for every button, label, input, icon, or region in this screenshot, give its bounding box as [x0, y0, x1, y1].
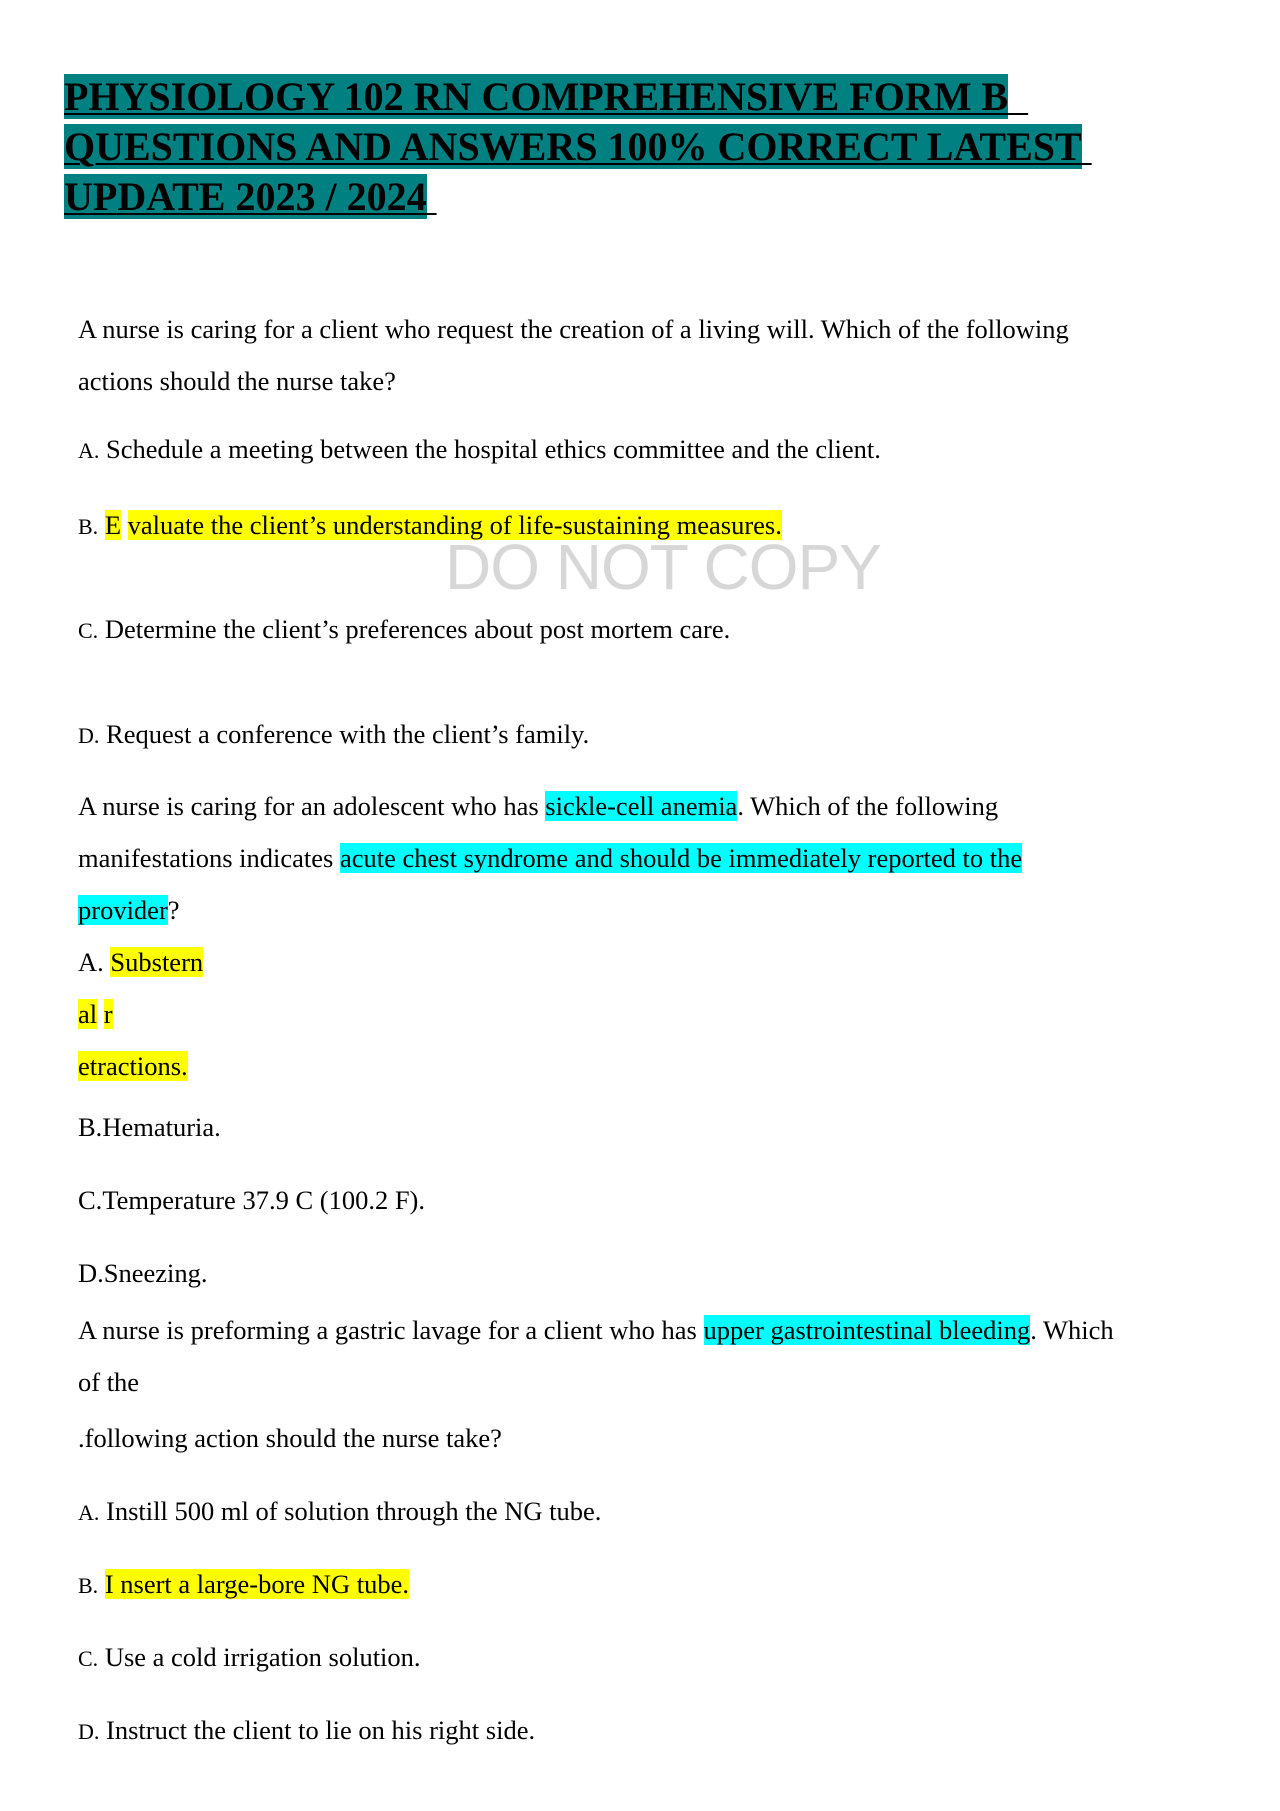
option-label: A.: [78, 947, 104, 977]
q3-stem-line-1: A nurse is preforming a gastric lavage for a client who has upper gastrointestinal bleeding. Which: [78, 1315, 1114, 1345]
option-text: Instill 500 ml of solution through the NG tube.: [106, 1496, 602, 1526]
option-text: Sneezing.: [103, 1258, 208, 1288]
option-text: Determine the client’s preferences about post mortem care.: [104, 614, 731, 644]
option-text: Instruct the client to lie on his right side.: [106, 1715, 536, 1745]
answer-highlight: Substern: [110, 947, 204, 977]
option-text: Hematuria.: [102, 1112, 221, 1142]
option-label: C.: [78, 1646, 99, 1671]
option-label: D.: [78, 723, 100, 748]
q2-option-a-correct: [78, 945, 203, 979]
q3-option-c: [78, 1640, 421, 1676]
answer-highlight: valuate the client’s understanding of life-sustaining measures.: [127, 510, 782, 540]
q2-stem-line-3: provider?: [78, 895, 180, 925]
option-label: C.: [78, 1185, 103, 1215]
q2-option-b: [78, 1110, 221, 1144]
option-label: D.: [78, 1719, 100, 1744]
option-label: A.: [78, 438, 100, 463]
option-label: B.: [78, 1112, 103, 1142]
q2-stem-line-2: manifestations indicates acute chest syndrome and should be immediately reported to the: [78, 843, 1023, 873]
title-line-1: PHYSIOLOGY 102 RN COMPREHENSIVE FORM B: [64, 74, 1009, 119]
q1-option-a: [78, 432, 881, 468]
q2-option-c: [78, 1183, 425, 1217]
q2-option-d: [78, 1256, 208, 1290]
q3-stem-line-2: of the: [78, 1367, 140, 1397]
option-label: B.: [78, 1573, 99, 1598]
keyword-highlight: sickle-cell anemia: [545, 791, 738, 821]
watermark: DO NOT COPY: [445, 531, 881, 603]
keyword-highlight: upper gastrointestinal bleeding: [703, 1315, 1031, 1345]
q1-stem-line-1: A nurse is caring for a client who request the creation of a living will. Which of the following: [78, 314, 1069, 344]
option-text: Temperature 37.9 C (100.2 F).: [102, 1185, 426, 1215]
q1-option-d: [78, 717, 589, 753]
q2-option-a-wrap-2: etractions.: [78, 1051, 188, 1081]
option-text: Request a conference with the client’s family.: [106, 719, 590, 749]
q3-option-d: [78, 1713, 535, 1749]
q1-stem-line-2: actions should the nurse take?: [78, 366, 396, 396]
option-label: B.: [78, 514, 99, 539]
q1-option-c: [78, 612, 730, 648]
q2-option-a-wrap-1: al r: [78, 999, 113, 1029]
keyword-highlight: acute chest syndrome and should be immediately reported to the: [340, 843, 1023, 873]
option-label: A.: [78, 1500, 100, 1525]
q2-stem-line-1: A nurse is caring for an adolescent who has sickle-cell anemia. Which of the following: [78, 791, 999, 821]
title-line-2: QUESTIONS AND ANSWERS 100% CORRECT LATEST: [64, 124, 1082, 169]
answer-highlight: I nsert a large-bore NG tube.: [104, 1569, 409, 1599]
q3-option-b-correct: [78, 1567, 409, 1603]
title-line-3: UPDATE 2023 / 2024: [64, 174, 427, 219]
option-text: Schedule a meeting between the hospital ethics committee and the client.: [106, 434, 881, 464]
q3-option-a: [78, 1494, 601, 1530]
option-text: Use a cold irrigation solution.: [104, 1642, 421, 1672]
q3-stem-line-3: .following action should the nurse take?: [78, 1423, 502, 1453]
option-label: D.: [78, 1258, 104, 1288]
keyword-highlight: provider: [78, 895, 168, 925]
answer-highlight: E: [104, 510, 121, 540]
document-title: [64, 72, 1184, 222]
option-label: C.: [78, 618, 99, 643]
